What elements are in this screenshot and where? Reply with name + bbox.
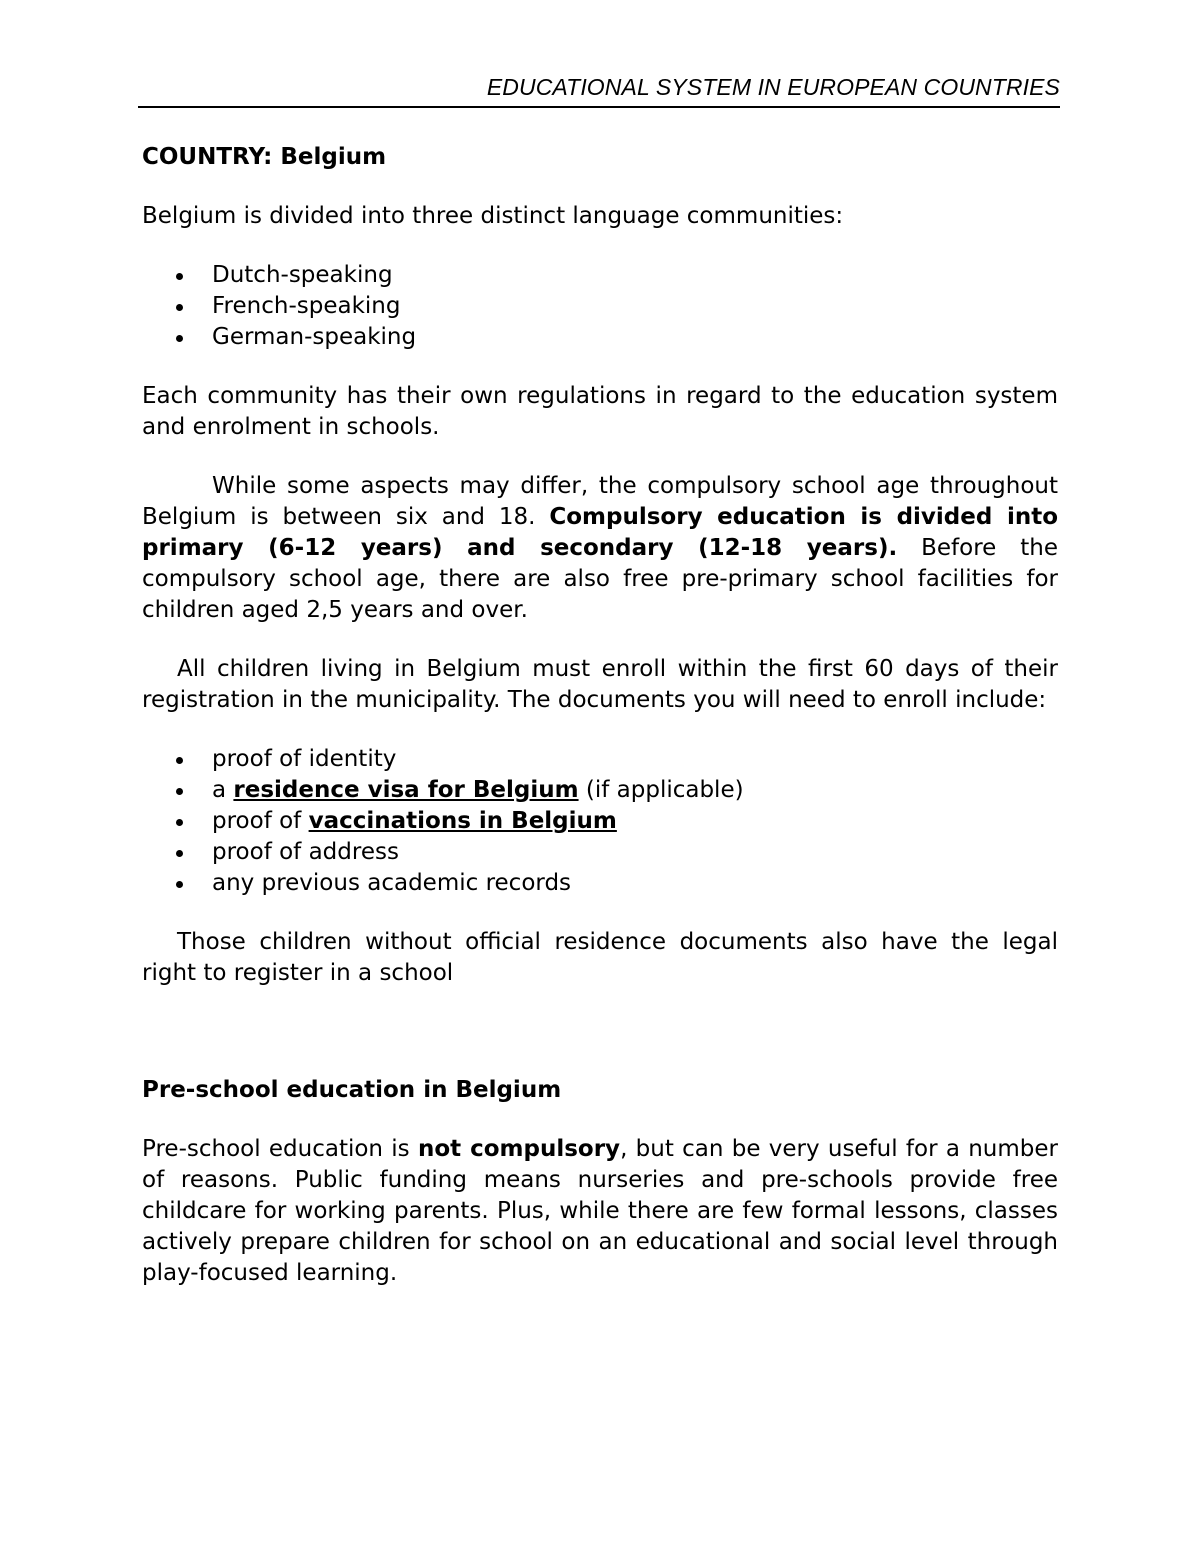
document-proof-identity: proof of identity xyxy=(212,746,397,772)
bullet-icon xyxy=(176,304,183,311)
residence-visa-link[interactable]: residence visa for Belgium xyxy=(233,777,579,803)
list-item xyxy=(142,837,1058,868)
bullet-icon xyxy=(176,819,183,826)
preschool-paragraph xyxy=(142,1134,1058,1289)
list-item xyxy=(142,260,1058,291)
community-label: Dutch-speaking xyxy=(212,262,393,288)
list-item xyxy=(142,322,1058,353)
preschool-text-after: , but can be very useful for a number of reasons. Public funding means nurseries and pre-schools provide free childcare for working parents. Plus, while there are few formal lessons, classes actively prepare children for school on an educational and social level through play-focused learning. xyxy=(142,1136,1058,1286)
bullet-icon xyxy=(176,850,183,857)
vaccination-prefix: proof of xyxy=(212,808,309,834)
community-label: German-speaking xyxy=(212,324,417,350)
list-item xyxy=(142,868,1058,899)
compulsory-text-before: While some aspects may differ, the compulsory school age throughout Belgium is between six and 18. xyxy=(142,473,1058,530)
preschool-text-before: Pre-school education is xyxy=(142,1136,418,1162)
bullet-icon xyxy=(176,881,183,888)
visa-suffix: (if applicable) xyxy=(578,777,744,803)
bullet-icon xyxy=(176,757,183,764)
documents-list xyxy=(142,744,1058,899)
intro-paragraph: Belgium is divided into three distinct language communities: xyxy=(142,203,844,229)
list-item xyxy=(142,291,1058,322)
compulsory-bold-text: Compulsory education is divided into primary (6-12 years) and secondary (12-18 years). xyxy=(142,504,1058,561)
document-academic-records: any previous academic records xyxy=(212,870,572,896)
community-label: French-speaking xyxy=(212,293,401,319)
header-title: EDUCATIONAL SYSTEM IN EUROPEAN COUNTRIES xyxy=(486,74,1060,100)
bullet-icon xyxy=(176,335,183,342)
document-body xyxy=(142,142,1058,1289)
regulations-paragraph: Each community has their own regulations in regard to the education system and enrolment in schools. xyxy=(142,383,1058,440)
compulsory-text-after: Before the compulsory school age, there are also free pre-primary school facilities for children aged 2,5 years and over. xyxy=(142,535,1058,623)
country-heading: COUNTRY: Belgium xyxy=(142,144,387,170)
visa-prefix: a xyxy=(212,777,234,803)
enrollment-paragraph: All children living in Belgium must enroll within the first 60 days of their registration in the municipality. The documents you will need to enroll include: xyxy=(142,656,1058,713)
bullet-icon xyxy=(176,273,183,280)
preschool-heading: Pre-school education in Belgium xyxy=(142,1077,562,1103)
list-item xyxy=(142,806,1058,837)
list-item xyxy=(142,775,1058,806)
residence-paragraph: Those children without official residence documents also have the legal right to register in a school xyxy=(142,929,1058,986)
vaccinations-link[interactable]: vaccinations in Belgium xyxy=(308,808,617,834)
communities-list xyxy=(142,260,1058,353)
preschool-bold-text: not compulsory xyxy=(417,1136,621,1162)
document-proof-address: proof of address xyxy=(212,839,399,865)
compulsory-paragraph xyxy=(142,471,1058,626)
page-header xyxy=(138,72,1060,108)
list-item xyxy=(142,744,1058,775)
bullet-icon xyxy=(176,788,183,795)
